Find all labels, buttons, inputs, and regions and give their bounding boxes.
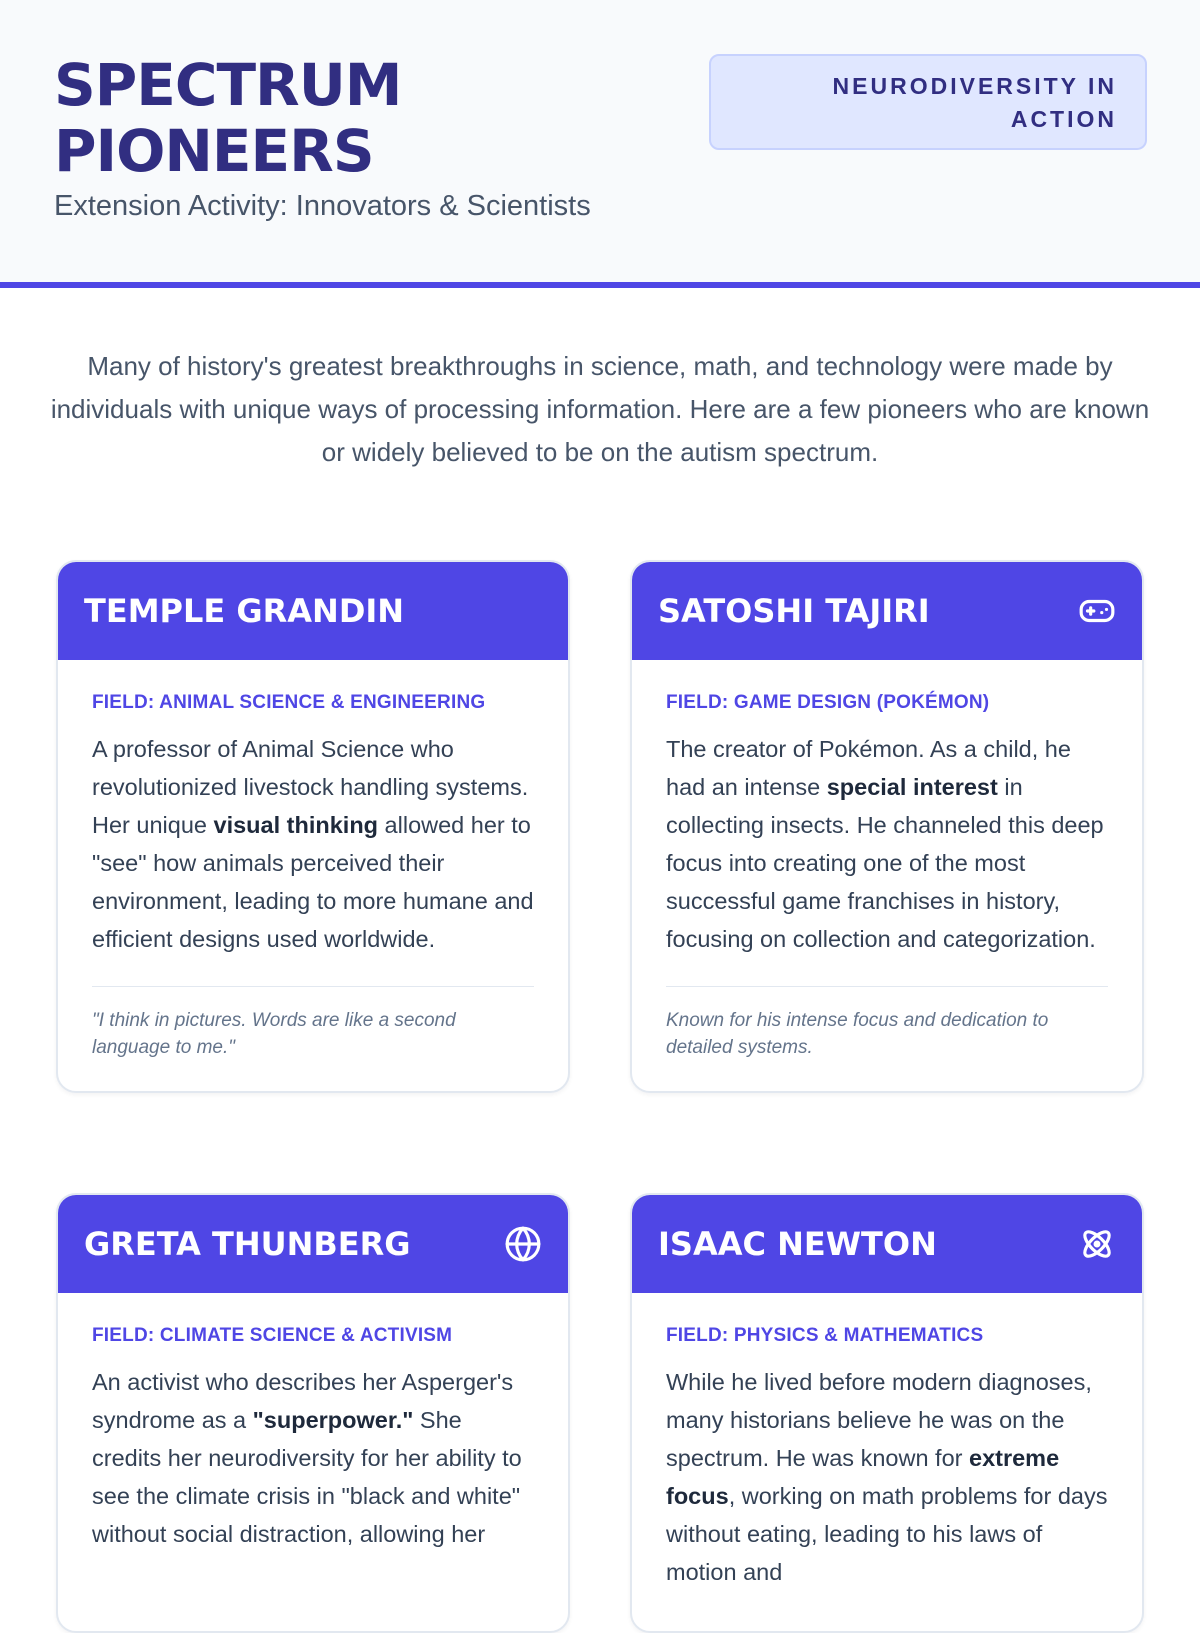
card-field: FIELD: ANIMAL SCIENCE & ENGINEERING — [92, 692, 486, 713]
desc-highlight: extreme focus — [666, 1445, 1060, 1509]
card-header — [632, 562, 1142, 660]
card-name: SATOSHI TAJIRI — [658, 592, 930, 630]
card-divider — [666, 986, 1108, 987]
card-description — [666, 730, 1108, 958]
card-name: ISAAC NEWTON — [658, 1225, 937, 1263]
desc-text: While he lived before modern diagnoses, many historians believe he was on the spectrum. He was known for — [666, 1369, 1092, 1471]
card-body — [58, 1293, 568, 1583]
desc-text: A professor of Animal Science who revolutionized livestock handling systems. Her unique — [92, 736, 529, 838]
desc-text: in collecting insects. He channeled this deep focus into creating one of the most successful game franchises in history, focusing on collection and categorization. — [666, 774, 1104, 952]
globe-icon — [504, 1225, 542, 1263]
header-badge: NEURODIVERSITY IN ACTION — [709, 54, 1147, 150]
desc-text: She credits her neurodiversity for her ability to see the climate crisis in "black and white" without social distraction, allowing her — [92, 1407, 522, 1547]
card-name: GRETA THUNBERG — [84, 1225, 411, 1263]
card-body — [632, 660, 1142, 1091]
card-body — [632, 1293, 1142, 1621]
pioneer-card-isaac-newton — [630, 1193, 1144, 1633]
title-line-1: SPECTRUM — [54, 51, 402, 119]
card-divider — [92, 986, 534, 987]
card-header — [58, 562, 568, 660]
card-quote: Known for his intense focus and dedication to detailed systems. — [666, 1010, 1049, 1058]
card-name: TEMPLE GRANDIN — [84, 592, 405, 630]
desc-highlight: special interest — [826, 774, 998, 800]
card-description — [92, 730, 534, 958]
desc-text: An activist who describes her Asperger's syndrome as a — [92, 1369, 514, 1433]
pioneer-card-temple-grandin — [56, 560, 570, 1093]
card-field: FIELD: GAME DESIGN (POKÉMON) — [666, 692, 990, 713]
card-description — [666, 1363, 1108, 1591]
atom-icon — [1078, 1225, 1116, 1263]
page-subtitle: Extension Activity: Innovators & Scientists — [54, 190, 591, 222]
card-field: FIELD: PHYSICS & MATHEMATICS — [666, 1325, 984, 1346]
card-header — [632, 1195, 1142, 1293]
intro-paragraph: Many of history's greatest breakthroughs in science, math, and technology were made by individuals with unique ways of processing information. Here are a few pioneers who are known or widely believed to be on the autism spectrum. — [50, 351, 1150, 467]
desc-highlight: visual thinking — [213, 812, 379, 838]
page-title — [54, 52, 402, 184]
pioneer-card-greta-thunberg — [56, 1193, 570, 1633]
card-field: FIELD: CLIMATE SCIENCE & ACTIVISM — [92, 1325, 453, 1346]
card-quote: "I think in pictures. Words are like a second language to me." — [92, 1010, 456, 1058]
desc-text: The creator of Pokémon. As a child, he had an intense — [666, 736, 1071, 800]
desc-highlight: "superpower." — [252, 1407, 414, 1433]
desc-text: , working on math problems for days without eating, leading to his laws of motion and — [666, 1483, 1108, 1585]
pioneer-card-satoshi-tajiri — [630, 560, 1144, 1093]
title-line-2: PIONEERS — [54, 117, 374, 185]
card-description — [92, 1363, 534, 1553]
card-body — [58, 660, 568, 1091]
page-header — [0, 0, 1200, 288]
gamepad-icon — [1078, 592, 1116, 630]
card-header — [58, 1195, 568, 1293]
desc-text: allowed her to "see" how animals perceived their environment, leading to more humane and efficient designs used worldwide. — [92, 812, 534, 952]
